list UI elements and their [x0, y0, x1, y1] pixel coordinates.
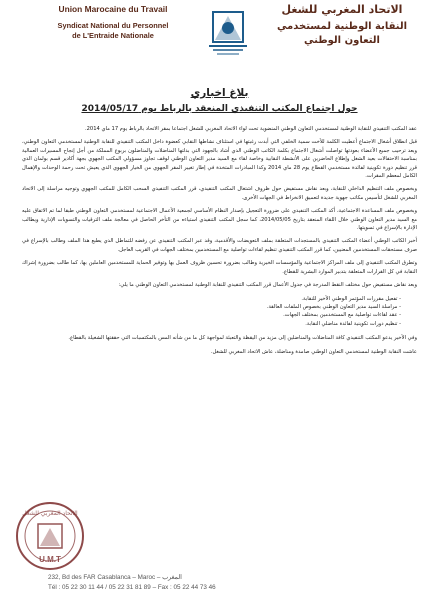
list-item: - تنظيم دورات تكوينية لفائدة مناضلي النقابة.: [22, 320, 401, 328]
list-item: - عقد لقاءات تواصلية مع المستخدمين بمختلف الجهات.: [22, 311, 401, 319]
umt-logo-icon: [203, 6, 253, 58]
document-title: بلاغ اخباري: [190, 87, 249, 99]
syndicate-subname-ar: التعاون الوطني: [304, 35, 380, 46]
letterhead: [0, 0, 436, 78]
syndicate-subname-fr: de L'Entraide Nationale: [72, 31, 154, 40]
paragraph-3: وبخصوص ملف التنظيم الداخلي للنقابة، وبعد نقاش مستفيض حول ظروف اشتغال المكتب التنفيذي، قرر المكتب التنفيذي السحب الكامل للمكتب الجهوي وتوجيه مراسلة إلى الاتحاد المغربي للشغل لتأسيس مكاتب جهوية جديدة لتعميق الانخراط في الجهات الأخرى.: [22, 186, 417, 201]
decisions-list: [22, 295, 401, 329]
letterhead-french: [38, 4, 188, 41]
document-subtitle: حول اجتماع المكتب التنفيذي المنعقد بالرباط يوم 2014/05/17: [81, 104, 358, 114]
union-name-ar: الاتحاد المغربي للشغل: [281, 3, 403, 16]
paragraph-9: عاشت النقابة الوطنية لمستخدمي التعاون الوطني صامدة ومناضلة، عاش الاتحاد المغربي للشغل.: [210, 348, 417, 355]
stamp-text-fr: U.M.T: [39, 555, 61, 564]
paragraph-1: عقد المكتب التنفيذي للنقابة الوطنية لمستخدمي التعاون الوطني المنضوية تحت لواء الاتحاد المغربي للشغل اجتماعا بمقر الاتحاد بالرباط يوم 17 ماي 2014.: [84, 126, 417, 132]
paragraph-8: وفي الأخير يدعو المكتب التنفيذي كافة المناضلات والمناضلين إلى مزيد من اليقظة والتعبئة لمواجهة كل ما من شأنه المس بالمكتسبات التي حققتها الشغيلة بالقطاع.: [68, 335, 417, 342]
umt-stamp-icon: [14, 500, 86, 572]
paragraph-5: أخبر الكاتب الوطني أعضاء المكتب التنفيذي بالمستجدات المتعلقة بملف التعويضات والأقدمية، وقد عبر المكتب التنفيذي عن رفضه للتماطل الذي يطبع هذا الملف وطالب بالإسراع في صرف مستحقات المستخدمين المعنيين، كما قرر المكتب التنفيذي تنظيم لقاءات تواصلية مع المستخدمين بمختلف الجهات في القريب العاجل.: [22, 238, 417, 253]
document-body: [22, 86, 417, 361]
footer: [48, 574, 408, 596]
list-item: - مراسلة السيد مدير التعاون الوطني بخصوص الملفات العالقة.: [22, 303, 401, 311]
footer-phones-fr: Tél : 05 22 30 11 44 / 05 22 31 81 89 – Fax : 05 22 44 73 46: [48, 584, 216, 591]
union-name-fr: Union Marocaine du Travail: [58, 4, 168, 14]
syndicate-name-fr: Syndicat National du Personnel: [57, 21, 169, 30]
stamp-text-ar: الاتحاد المغربي للشغل: [22, 510, 78, 517]
paragraph-7: وبعد نقاش مستفيض حول مختلف النقط المدرجة في جدول الأعمال قرر المكتب التنفيذي للنقابة الوطنية لمستخدمي التعاون الوطني ما يلي:: [118, 282, 417, 289]
list-item: - تفعيل مقررات المؤتمر الوطني الأخير للنقابة.: [22, 295, 401, 303]
paragraph-6: وتطرق المكتب التنفيذي إلى ملف المراكز الاجتماعية والمؤسسات الخيرية وطالب بضرورة تحسين ظروف العمل بها وتوفير الحماية للمستخدمين العاملين بها، كما طالب بضرورة إشراك النقابة في كل القرارات المتعلقة بتدبير الموارد البشرية للقطاع.: [22, 260, 417, 275]
paragraph-2: قبل انطلاق أشغال الاجتماع أعطيت الكلمة للأخت سمية الخلفي التي أبدت رغبتها في استئناف نشاطها النقابي كعضوة داخل المكتب التنفيذي للنقابة الوطنية لمستخدمي التعاون الوطني، وبعد ترحيب جميع الأعضاء بعودتها تواصلت أشغال الاجتماع بكلمة الكاتب الوطني الذي أشاد بالجهود التي بذلتها المناضلات والمناضلون بربوع المملكة من أجل إنجاح المسيرات العمالية بمناسبة الاحتفالات بعيد الشغل وإطلاع الحاضرين على الأنشطة النقابية وخاصة لقاء مع السيد مدير التعاون الوطني لوقف تجاوز مسؤولي المكتب الجهوي بجهة أكادير قسم بولمان الذي قرر تنظيم دورة تكوينية لفائدة مستخدمي القطاع يوم 28 ماي 2014 وكذا المبادرات المتخذة في إطار تغيير المقر الجهوي من الخيار الجهوي الذي يعيش تحت رحمة الوحدات والإهمال الكامل لمعظم المقرات.: [22, 139, 418, 180]
paragraph-4: وبخصوص ملف المساعدة الاجتماعية، أكد المكتب التنفيذي على ضرورة التعجيل بإصدار النظام الأساسي لجمعية الأعمال الاجتماعية لمستخدمي التعاون الوطني طبقا لما تم الاتفاق عليه مع السيد مدير التعاون الوطني خلال اللقاء المنعقد بتاريخ 2014/05/05، كما سجل المكتب التنفيذي استياءه من التأخر الحاصل في معالجة ملف الترقيات والتسويات الإدارية ويطالب الإدارة بالإسراع في تسويتها.: [22, 208, 418, 232]
syndicate-name-ar: النقابة الوطنية لمستخدمي: [276, 21, 408, 32]
letterhead-arabic: [262, 3, 422, 48]
footer-address-fr: 232, Bd des FAR Casablanca – Maroc – المغرب: [48, 574, 182, 581]
